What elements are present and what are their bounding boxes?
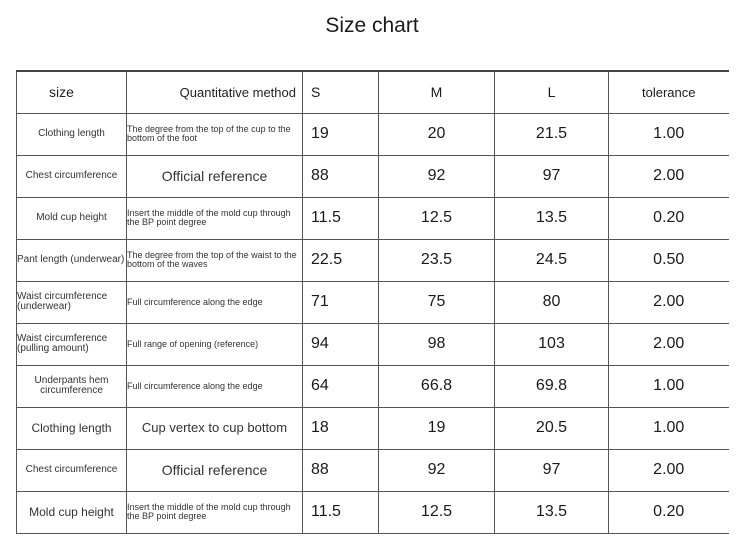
row-method: Full range of opening (reference): [127, 323, 303, 365]
row-size: Chest circumference: [17, 155, 127, 197]
row-method: Insert the middle of the mold cup through the BP point degree: [127, 491, 303, 533]
row-method: The degree from the top of the cup to the bottom of the foot: [127, 113, 303, 155]
row-m: 92: [379, 449, 495, 491]
table-row: [17, 491, 729, 533]
row-m: 23.5: [379, 239, 495, 281]
row-size: Mold cup height: [17, 491, 127, 533]
row-l: 103: [495, 323, 609, 365]
row-m: 12.5: [379, 491, 495, 533]
row-s: 64: [303, 365, 379, 407]
header-m: M: [379, 71, 495, 113]
row-size: Underpants hem circumference: [17, 365, 127, 407]
row-size: Waist circumference (pulling amount): [17, 323, 127, 365]
row-tolerance: 0.50: [609, 239, 729, 281]
row-size: Pant length (underwear): [17, 239, 127, 281]
row-m: 12.5: [379, 197, 495, 239]
row-tolerance: 2.00: [609, 323, 729, 365]
row-size: Clothing length: [17, 407, 127, 449]
row-l: 80: [495, 281, 609, 323]
row-s: 11.5: [303, 197, 379, 239]
row-tolerance: 2.00: [609, 449, 729, 491]
row-tolerance: 1.00: [609, 113, 729, 155]
row-l: 97: [495, 155, 609, 197]
row-l: 69.8: [495, 365, 609, 407]
table-row: [17, 197, 729, 239]
row-m: 20: [379, 113, 495, 155]
row-s: 88: [303, 155, 379, 197]
header-s: S: [303, 71, 379, 113]
row-m: 75: [379, 281, 495, 323]
header-method: Quantitative method: [127, 71, 303, 113]
page-title: Size chart: [325, 14, 419, 37]
row-l: 13.5: [495, 491, 609, 533]
row-size: Mold cup height: [17, 197, 127, 239]
row-method: Full circumference along the edge: [127, 365, 303, 407]
row-s: 22.5: [303, 239, 379, 281]
table-row: [17, 281, 729, 323]
row-s: 19: [303, 113, 379, 155]
row-m: 92: [379, 155, 495, 197]
row-method: Official reference: [127, 155, 303, 197]
row-s: 11.5: [303, 491, 379, 533]
table-row: [17, 239, 729, 281]
table-row: [17, 407, 729, 449]
table-row: [17, 155, 729, 197]
row-m: 66.8: [379, 365, 495, 407]
row-size: Clothing length: [17, 113, 127, 155]
row-tolerance: 0.20: [609, 197, 729, 239]
row-l: 13.5: [495, 197, 609, 239]
row-s: 71: [303, 281, 379, 323]
header-l: L: [495, 71, 609, 113]
row-size: Waist circumference (underwear): [17, 281, 127, 323]
row-m: 98: [379, 323, 495, 365]
row-l: 97: [495, 449, 609, 491]
table-row: [17, 449, 729, 491]
row-l: 24.5: [495, 239, 609, 281]
row-m: 19: [379, 407, 495, 449]
row-s: 94: [303, 323, 379, 365]
row-tolerance: 2.00: [609, 155, 729, 197]
row-l: 20.5: [495, 407, 609, 449]
row-tolerance: 2.00: [609, 281, 729, 323]
row-tolerance: 1.00: [609, 365, 729, 407]
row-size: Chest circumference: [17, 449, 127, 491]
table-row: [17, 365, 729, 407]
row-tolerance: 1.00: [609, 407, 729, 449]
table-header-row: [17, 71, 729, 113]
table-row: [17, 113, 729, 155]
header-size: size: [17, 71, 127, 113]
table-row: [17, 323, 729, 365]
row-method: Official reference: [127, 449, 303, 491]
row-method: Insert the middle of the mold cup through the BP point degree: [127, 197, 303, 239]
header-tolerance: tolerance: [609, 71, 729, 113]
row-method: The degree from the top of the waist to the bottom of the waves: [127, 239, 303, 281]
row-method: Full circumference along the edge: [127, 281, 303, 323]
row-l: 21.5: [495, 113, 609, 155]
row-s: 88: [303, 449, 379, 491]
row-tolerance: 0.20: [609, 491, 729, 533]
row-method: Cup vertex to cup bottom: [127, 407, 303, 449]
row-s: 18: [303, 407, 379, 449]
size-chart-table: [16, 70, 729, 534]
